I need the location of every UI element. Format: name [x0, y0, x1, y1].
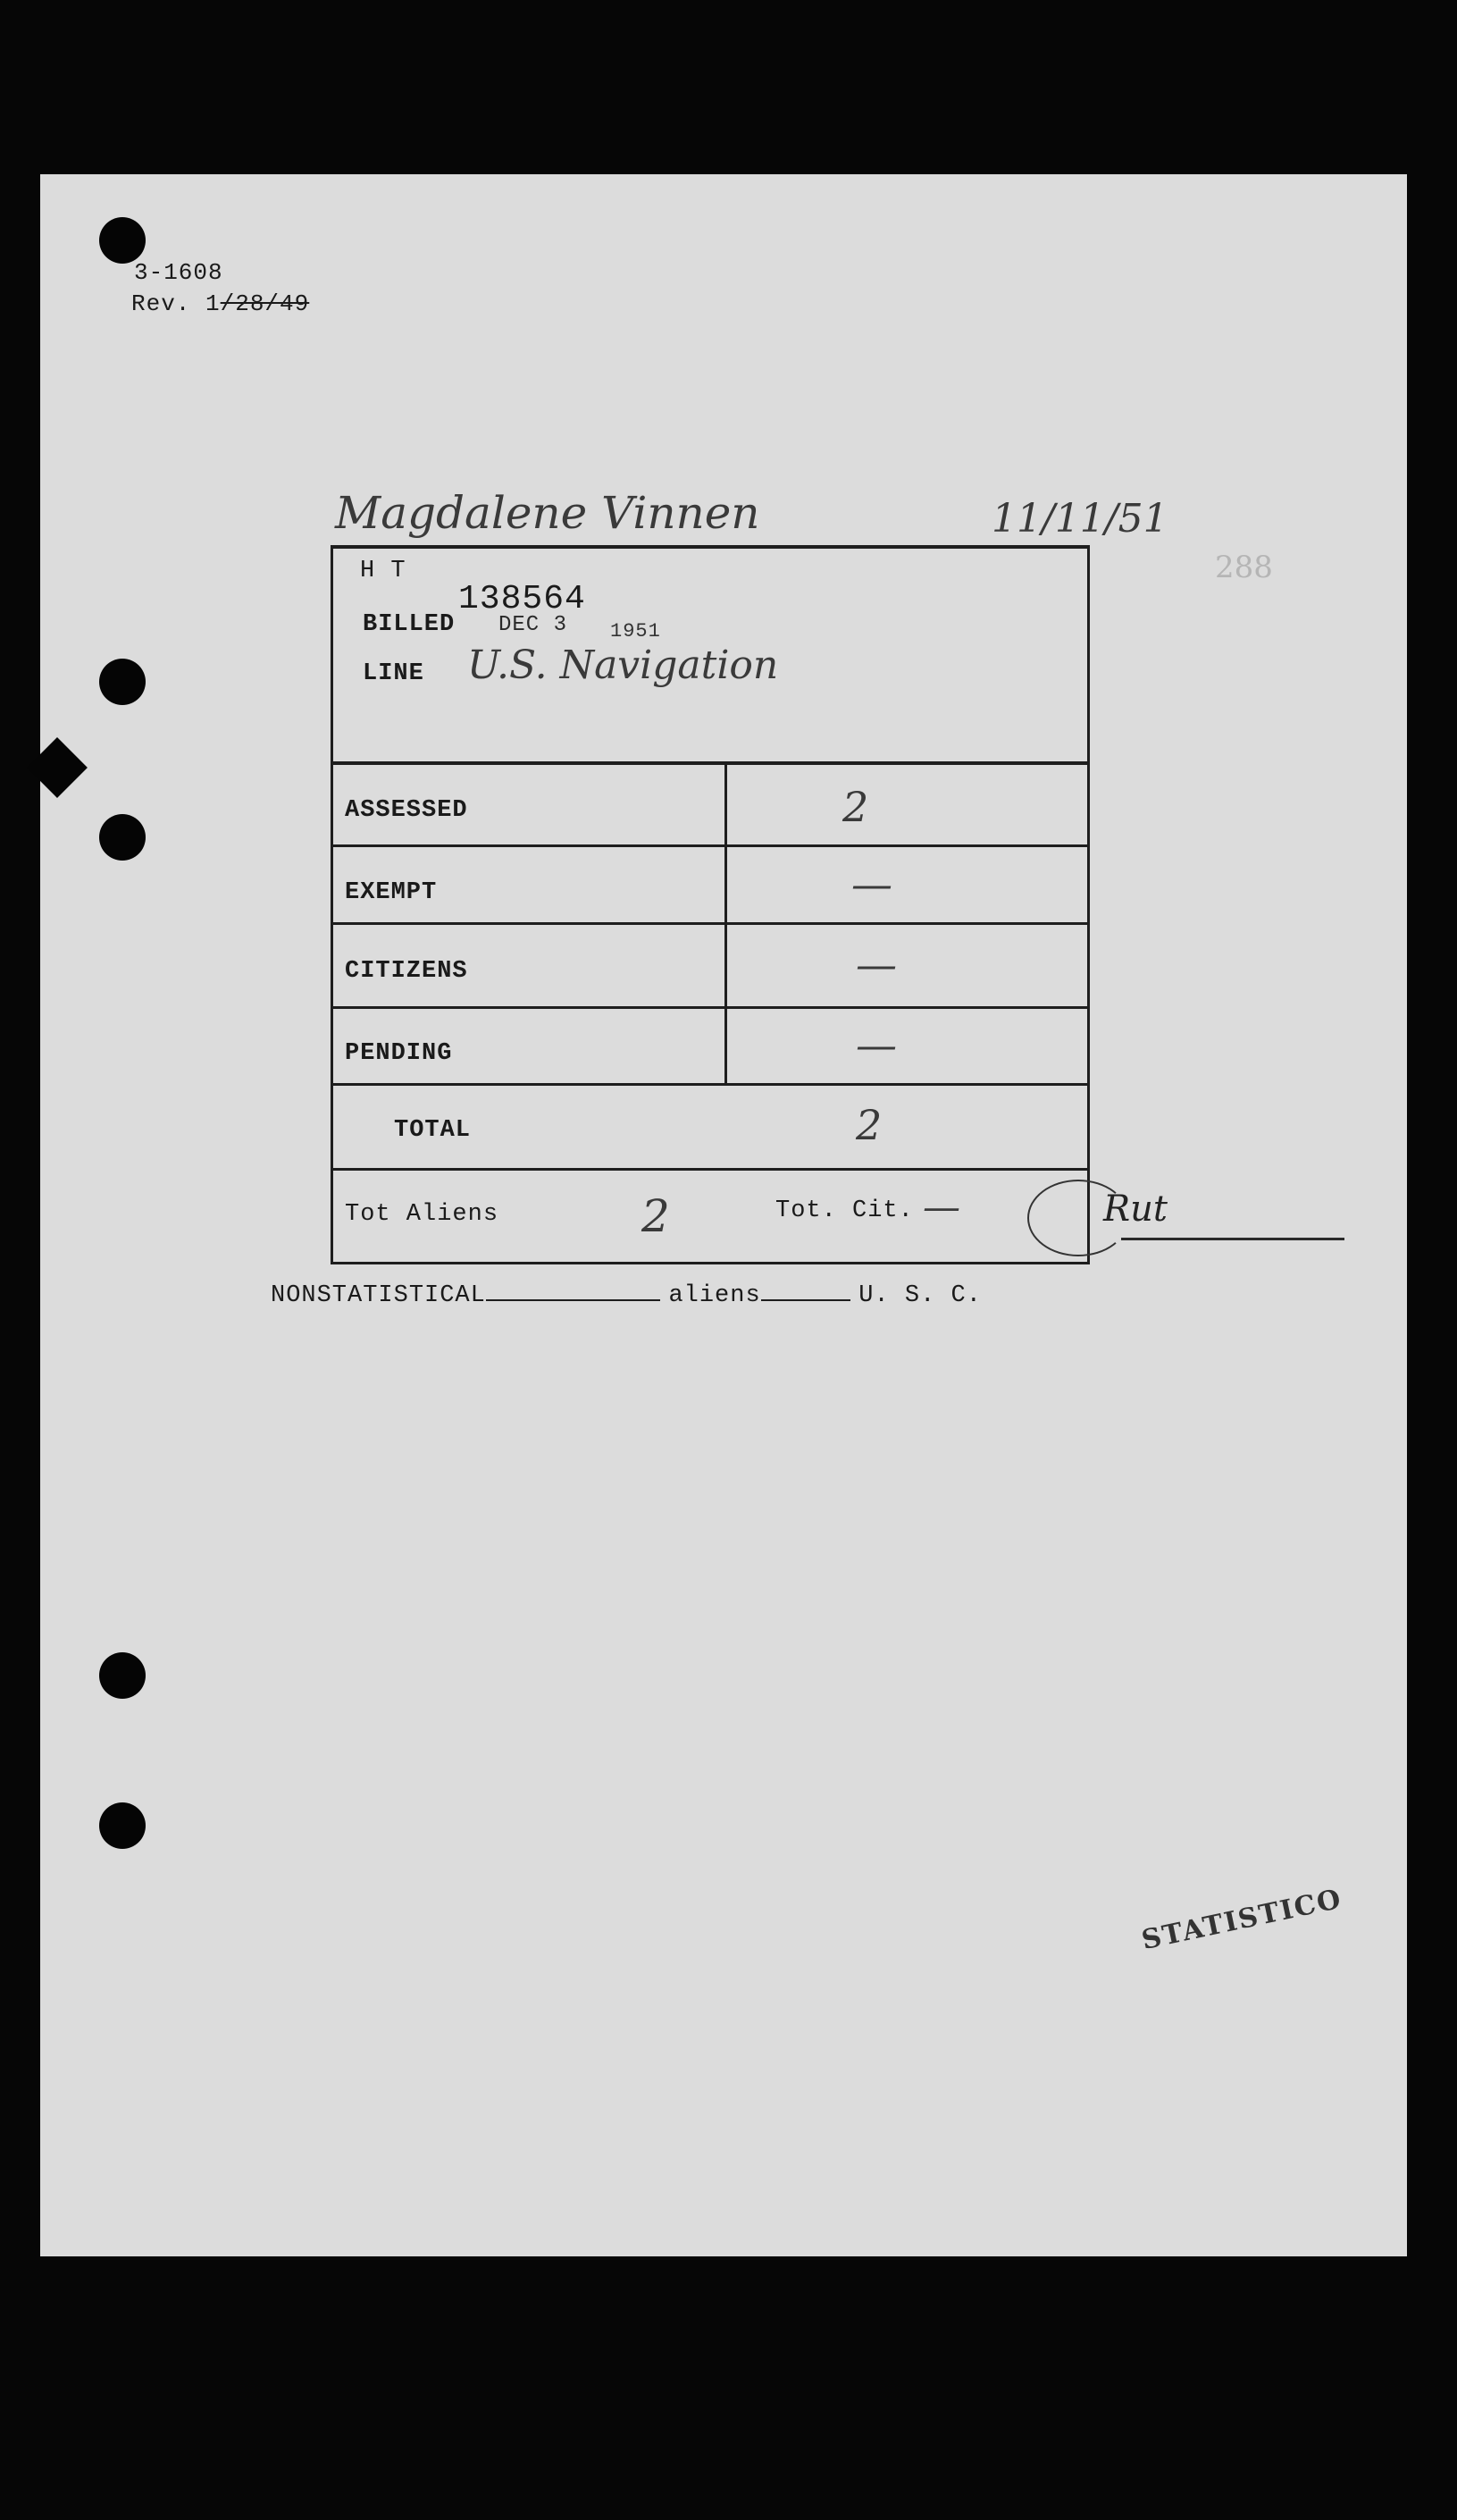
tot-aliens-label: Tot Aliens	[345, 1201, 499, 1228]
row-label-citizens: CITIZENS	[345, 958, 468, 985]
column-divider	[724, 763, 727, 1085]
handwritten-name: Magdalene Vinnen	[335, 487, 760, 539]
file-prefix: H T	[360, 558, 406, 584]
nonstat-aliens-blank	[761, 1299, 850, 1301]
form-number: 3-1608	[134, 259, 223, 286]
nonstat-blank	[486, 1299, 660, 1301]
document-sheet	[40, 174, 1407, 2256]
row-divider	[331, 1083, 1090, 1086]
handwritten-date: 11/11/51	[992, 496, 1168, 542]
form-revision	[131, 290, 309, 317]
nonstat-usc-label: U. S. C.	[858, 1282, 982, 1309]
nonstat-aliens-label: aliens	[668, 1282, 761, 1309]
initials-handwritten: Rut	[1103, 1189, 1168, 1230]
revision-struck: /28/49	[220, 290, 310, 317]
row-label-pending: PENDING	[345, 1040, 453, 1067]
nonstatistical-line	[271, 1282, 982, 1309]
row-value-citizens: —	[856, 940, 897, 988]
billed-year-stamp: 1951	[610, 620, 661, 643]
total-value: 2	[856, 1101, 883, 1149]
row-divider	[331, 922, 1090, 925]
billed-label: BILLED	[363, 611, 456, 638]
line-value-handwritten: U.S. Navigation	[467, 643, 779, 688]
punch-hole	[99, 217, 146, 264]
punch-hole	[99, 659, 146, 705]
punch-hole	[99, 1652, 146, 1699]
corner-number: 288	[1215, 550, 1273, 585]
file-number: 138564	[458, 580, 586, 618]
assessment-form-box	[331, 545, 1090, 1264]
nonstatistical-label: NONSTATISTICAL	[271, 1282, 486, 1309]
tot-cit-value: —	[923, 1185, 960, 1229]
line-label: LINE	[363, 660, 424, 687]
row-value-pending: —	[856, 1021, 897, 1069]
tot-cit-label: Tot. Cit.	[775, 1197, 914, 1224]
tot-aliens-value: 2	[641, 1190, 670, 1242]
statistical-stamp: STATISTICO	[1139, 1883, 1345, 1957]
revision-prefix: Rev. 1	[131, 290, 221, 317]
initials-underline	[1121, 1238, 1344, 1240]
total-label: TOTAL	[394, 1117, 472, 1144]
row-divider	[331, 844, 1090, 847]
punch-hole	[99, 1802, 146, 1849]
billed-date-stamp: DEC 3	[498, 613, 568, 637]
binder-clip-shape	[27, 737, 88, 798]
row-label-assessed: ASSESSED	[345, 797, 468, 824]
header-divider	[331, 761, 1090, 765]
row-divider	[331, 1168, 1090, 1171]
row-label-exempt: EXEMPT	[345, 879, 438, 906]
row-value-assessed: 2	[842, 783, 869, 831]
row-divider	[331, 1006, 1090, 1009]
punch-hole	[99, 814, 146, 861]
row-value-exempt: —	[851, 860, 892, 908]
